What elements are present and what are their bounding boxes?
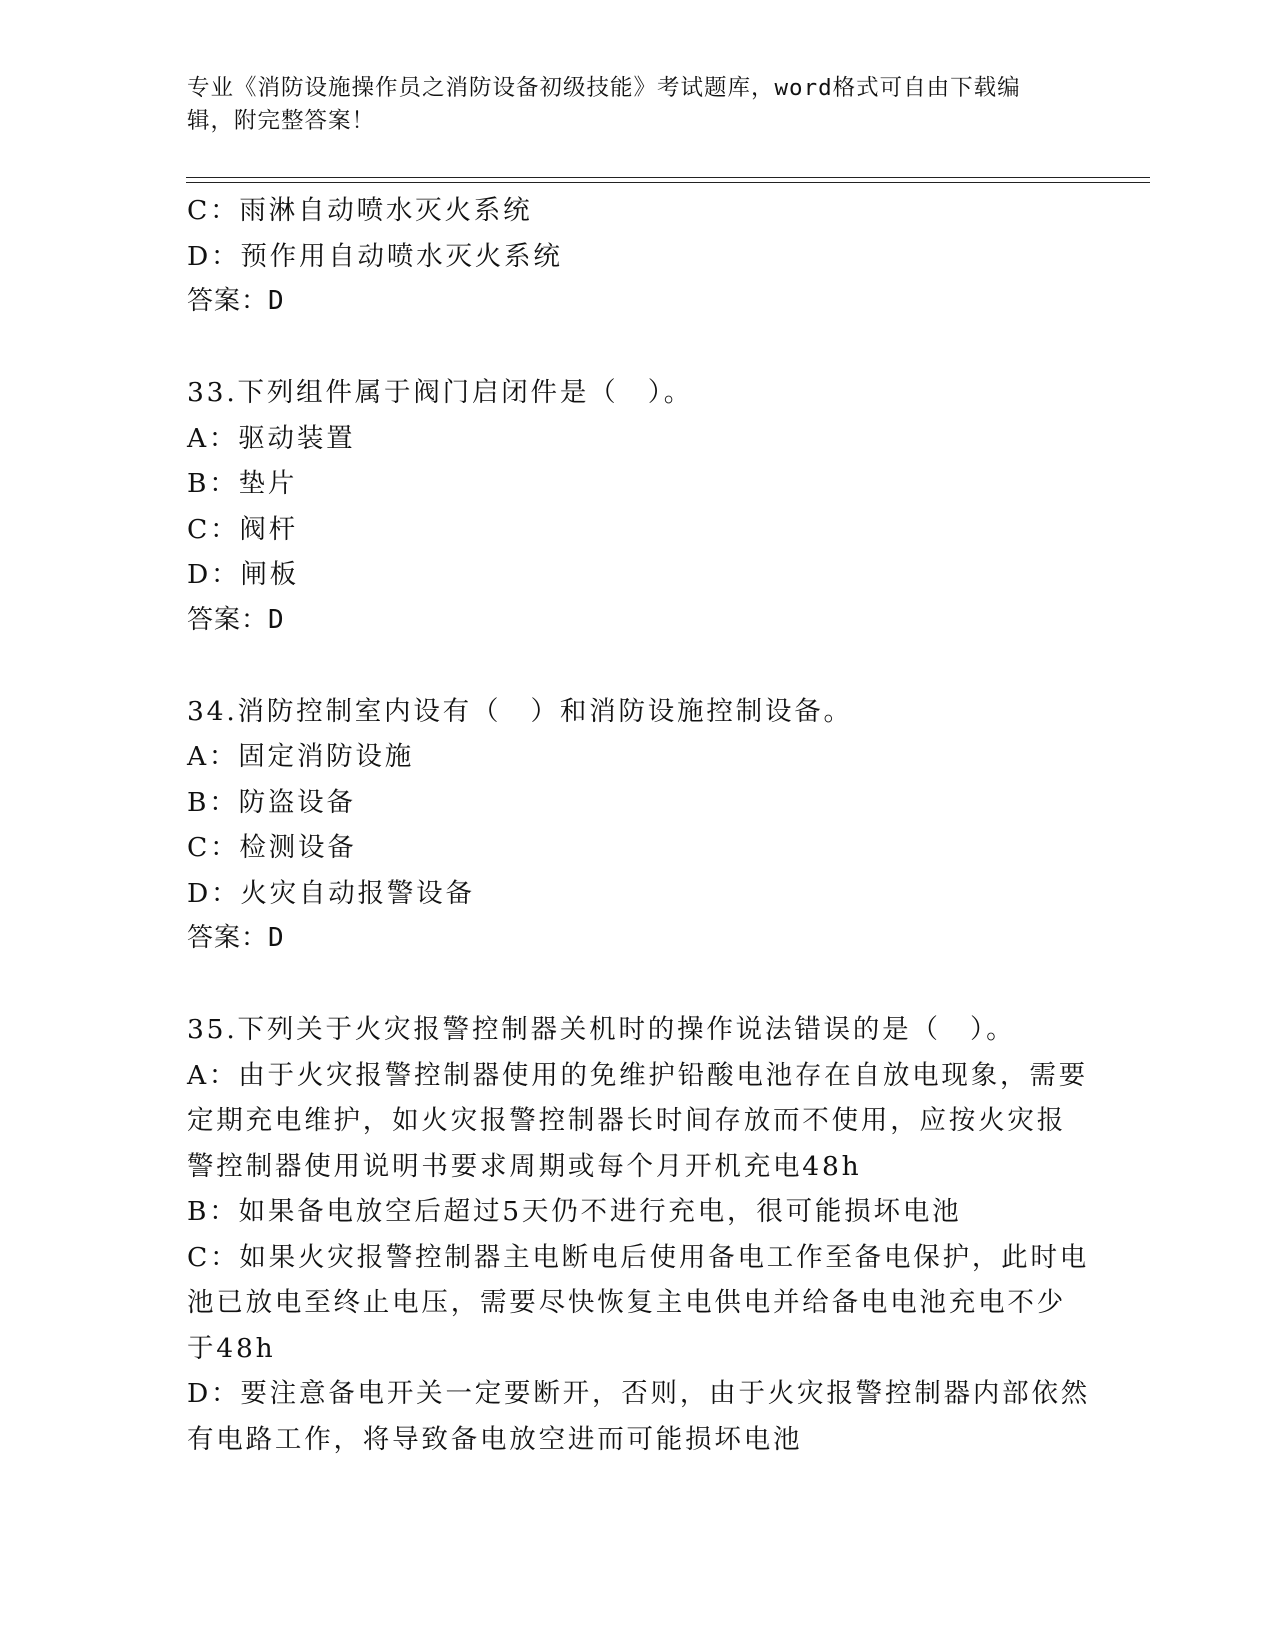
option-b: B：防盗设备 [187, 786, 356, 818]
option-c-line-2: 池已放电至终止电压，需要尽快恢复主电供电并给备电电池充电不少 [187, 1287, 1066, 1318]
option-c-line-1: C：如果火灾报警控制器主电断电后使用备电工作至备电保护，此时电 [187, 1241, 1090, 1273]
header-rule-top [186, 177, 1150, 178]
question-spacer [187, 643, 1087, 689]
option-c: C：阀杆 [187, 513, 298, 545]
option-c-line-3: 于48h [187, 1332, 276, 1364]
option-a-line-2: 定期充电维护，如火灾报警控制器长时间存放而不使用，应按火灾报 [187, 1105, 1066, 1136]
question-content [187, 188, 1091, 1462]
option-a: A：驱动装置 [187, 422, 356, 454]
option-a: A：固定消防设施 [187, 741, 415, 772]
answer: 答案：D [187, 923, 285, 953]
option-d-line-2: 有电路工作，将导致备电放空进而可能损坏电池 [187, 1423, 803, 1455]
option-c: C：雨淋自动喷水灭火系统 [187, 195, 533, 226]
question-spacer [187, 962, 1087, 1008]
question-34 [187, 689, 1087, 962]
answer: 答案：D [187, 604, 285, 635]
option-b: B：垫片 [187, 468, 298, 499]
question-stem: 35.下列关于火灾报警控制器关机时的操作说法错误的是（ ）。 [187, 1014, 1016, 1045]
question-33 [187, 370, 1087, 643]
header-line-2: 辑，附完整答案！ [187, 108, 376, 134]
question-32-continued [187, 188, 1087, 325]
option-c: C：检测设备 [187, 832, 357, 863]
option-d: D：闸板 [187, 559, 299, 590]
question-spacer [187, 325, 1087, 371]
question-stem: 33.下列组件属于阀门启闭件是（ ）。 [187, 377, 694, 408]
header-rule-bottom [186, 182, 1150, 183]
document-header [187, 72, 1067, 138]
option-d: D：火灾自动报警设备 [187, 877, 475, 909]
answer: 答案：D [187, 286, 285, 316]
question-stem: 34.消防控制室内设有（ ）和消防设施控制设备。 [187, 695, 853, 727]
option-d-line-1: D：要注意备电开关一定要断开，否则，由于火灾报警控制器内部依然 [187, 1378, 1091, 1409]
header-line-1: 专业《消防设施操作员之消防设备初级技能》考试题库，word格式可自由下载编 [187, 75, 1021, 101]
question-35 [187, 1007, 1091, 1462]
option-d: D：预作用自动喷水灭火系统 [187, 240, 563, 272]
option-b: B：如果备电放空后超过5天仍不进行充电，很可能损坏电池 [187, 1196, 962, 1227]
option-a-line-1: A：由于火灾报警控制器使用的免维护铅酸电池存在自放电现象，需要 [187, 1059, 1088, 1091]
option-a-line-3: 警控制器使用说明书要求周期或每个月开机充电48h [187, 1150, 862, 1182]
